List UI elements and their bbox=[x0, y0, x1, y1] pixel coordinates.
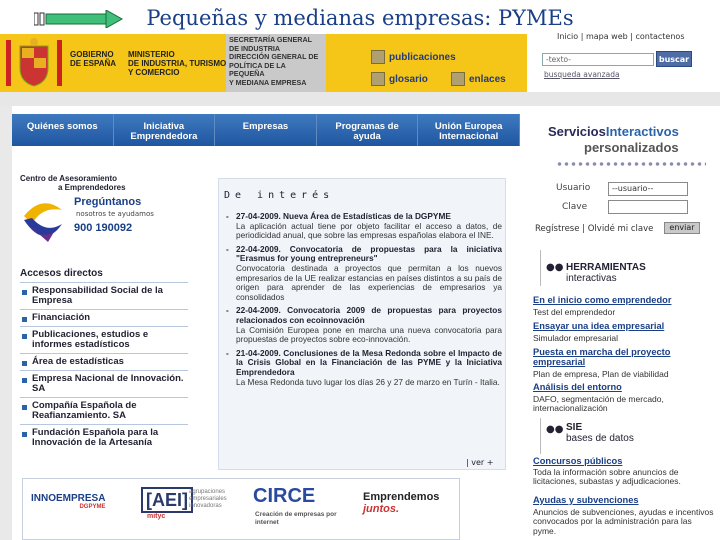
menu-iniciativa[interactable]: Iniciativa Emprendedora bbox=[114, 114, 216, 146]
innoempresa-logo[interactable]: INNOEMPRESA DGPYME bbox=[31, 493, 106, 510]
section-rule bbox=[540, 250, 541, 286]
send-button[interactable]: enviar bbox=[664, 222, 700, 234]
usuario-label: Usuario bbox=[556, 183, 591, 193]
services-subtitle: personalizados bbox=[584, 140, 679, 155]
sie-desc: Anuncios de subvenciones, ayudas e incentivos convocados por la administración para las pyme. bbox=[533, 507, 714, 536]
accesos-title: Accesos directos bbox=[20, 268, 103, 279]
tool-link[interactable]: Análisis del entorno bbox=[533, 382, 622, 392]
secretaria-box: SECRETARÍA GENERAL DE INDUSTRIA DIRECCIÓN GENERAL DE POLÍTICA DE LA PEQUEÑA Y MEDIANA EMPRESA bbox=[226, 34, 326, 92]
more-news-link[interactable]: | ver + bbox=[466, 458, 494, 467]
news-headline[interactable]: - 22-04-2009. Convocatoria de propuestas para la iniciativa "Erasmus for young entrepreneurs" bbox=[224, 245, 502, 264]
acceso-financiacion[interactable]: Financiación bbox=[20, 309, 188, 326]
menu-union-europea[interactable]: Unión Europea Internacional bbox=[418, 114, 520, 146]
tool-link[interactable]: En el inicio como emprendedor bbox=[533, 295, 672, 305]
dots-divider bbox=[556, 162, 706, 166]
news-headline[interactable]: - 27-04-2009. Nueva Área de Estadísticas de la DGPYME bbox=[224, 212, 502, 222]
news-body: Convocatoria destinada a proyectos que permitan a los nuevos empresarios de la UE realizar estancias en países distintos a su país de origen para aprender de las experiencias de empresarios ya consolidados bbox=[236, 262, 502, 302]
slide-title: Pequeñas y medianas empresas: PYMEs bbox=[146, 6, 574, 30]
tools-title: HERRAMIENTAS interactivas bbox=[566, 262, 646, 284]
menu-programas[interactable]: Programas de ayuda bbox=[317, 114, 419, 146]
cae-line2: a Emprendedores bbox=[58, 183, 126, 192]
cae-phone: 900 190092 bbox=[74, 222, 133, 234]
book-icon bbox=[371, 50, 385, 64]
pyme-logo-icon bbox=[20, 196, 64, 242]
tool-link[interactable]: Ensayar una idea empresarial bbox=[533, 321, 665, 331]
coat-of-arms-icon bbox=[6, 36, 62, 90]
sie-link[interactable]: Concursos públicos bbox=[533, 456, 623, 466]
services-title: ServiciosInteractivos bbox=[548, 124, 679, 139]
bullet-icon: ●● bbox=[546, 424, 564, 435]
bullet-icon: ●● bbox=[546, 262, 564, 273]
news-headline[interactable]: - 21-04-2009. Conclusiones de la Mesa Redonda sobre el Impacto de la Crisis Global en la Financiación de las PYME y la Iniciativa Emprendedora bbox=[224, 349, 502, 378]
circe-sub: Creación de empresas por internet bbox=[255, 511, 337, 526]
tool-desc: DAFO, segmentación de mercado, internacionalización bbox=[533, 394, 664, 414]
ministerio-text: MINISTERIO DE INDUSTRIA, TURISMO Y COMERCIO bbox=[128, 50, 227, 77]
cae-pregunt: Pregúntanos bbox=[74, 196, 142, 208]
top-links bbox=[365, 34, 525, 92]
main-menu bbox=[12, 114, 520, 146]
left-edge bbox=[0, 106, 12, 540]
news-list bbox=[224, 212, 502, 391]
aei-logo[interactable]: [AEI] bbox=[141, 487, 193, 513]
menu-quienes-somos[interactable]: Quiénes somos bbox=[12, 114, 114, 146]
sie-link[interactable]: Ayudas y subvenciones bbox=[533, 495, 639, 505]
acceso-cersa[interactable]: Compañía Española de Reafianzamiento. SA bbox=[20, 397, 188, 424]
search-input[interactable]: -texto- bbox=[542, 53, 654, 66]
enlaces-link[interactable]: enlaces bbox=[451, 72, 506, 86]
news-body: La Comisión Europea pone en marcha una nueva convocatoria para propuestas de proyectos sobre eco-innovación. bbox=[236, 324, 502, 345]
advanced-search-link[interactable]: busqueda avanzada bbox=[544, 70, 620, 79]
clave-input[interactable] bbox=[608, 200, 688, 214]
aei-sub: agrupaciones empresariales innovadoras bbox=[189, 489, 227, 509]
register-links[interactable]: Regístrese | Olvidé mi clave bbox=[535, 224, 654, 234]
cae-banner[interactable] bbox=[20, 174, 190, 244]
gobierno-text: GOBIERNO DE ESPAÑA bbox=[70, 50, 117, 68]
section-rule bbox=[540, 418, 541, 454]
cae-line1: Centro de Asesoramiento bbox=[20, 174, 118, 183]
acceso-rse[interactable]: Responsabilidad Social de la Empresa bbox=[20, 282, 188, 309]
accesos-list bbox=[20, 282, 188, 451]
usuario-input[interactable]: --usuario-- bbox=[608, 182, 688, 196]
acceso-enisa[interactable]: Empresa Nacional de Innovación. SA bbox=[20, 370, 188, 397]
acceso-publicaciones[interactable]: Publicaciones, estudios e informes estadísticos bbox=[20, 326, 188, 353]
acceso-estadisticas[interactable]: Área de estadísticas bbox=[20, 353, 188, 370]
news-title: De interés bbox=[224, 190, 335, 201]
publicaciones-link[interactable]: publicaciones bbox=[371, 50, 456, 64]
tool-link[interactable]: Puesta en marcha del proyecto empresarial bbox=[533, 347, 671, 367]
aei-mityc: mityc bbox=[147, 513, 166, 520]
clave-label: Clave bbox=[562, 202, 588, 212]
search-button[interactable]: buscar bbox=[656, 51, 692, 67]
news-body: La Mesa Redonda tuvo lugar los días 26 y 27 de marzo en Turín - Italia. bbox=[236, 376, 500, 387]
top-nav-links[interactable]: Inicio | mapa web | contactenos bbox=[557, 32, 685, 41]
news-headline[interactable]: - 22-04-2009. Convocatoria 2009 de propuestas para proyectos relacionados con ecoinnovación bbox=[224, 306, 502, 325]
glosario-link[interactable]: glosario bbox=[371, 72, 428, 86]
tool-desc: Simulador empresarial bbox=[533, 333, 619, 343]
tool-desc: Test del emprendedor bbox=[533, 307, 616, 317]
tool-desc: Plan de empresa, Plan de viabilidad bbox=[533, 369, 669, 379]
sie-title: SIE bases de datos bbox=[566, 422, 634, 444]
acceso-artesania[interactable]: Fundación Española para la Innovación de la Artesanía bbox=[20, 424, 188, 451]
glossary-icon bbox=[371, 72, 385, 86]
emprendemos-logo[interactable]: Emprendemos juntos. bbox=[363, 491, 440, 515]
news-body: La aplicación actual tiene por objeto facilitar el acceso a datos, de periodicidad anual, que sobre las empresas españolas elabora el INE. bbox=[236, 220, 502, 241]
partner-logos bbox=[22, 478, 460, 540]
cae-sub: nosotros te ayudamos bbox=[76, 210, 154, 218]
menu-empresas[interactable]: Empresas bbox=[215, 114, 317, 146]
header-stripe bbox=[0, 92, 720, 106]
sie-desc: Toda la información sobre anuncios de licitaciones, subastas y adjudicaciones. bbox=[533, 467, 681, 487]
link-icon bbox=[451, 72, 465, 86]
circe-logo[interactable]: CIRCE bbox=[253, 485, 316, 507]
